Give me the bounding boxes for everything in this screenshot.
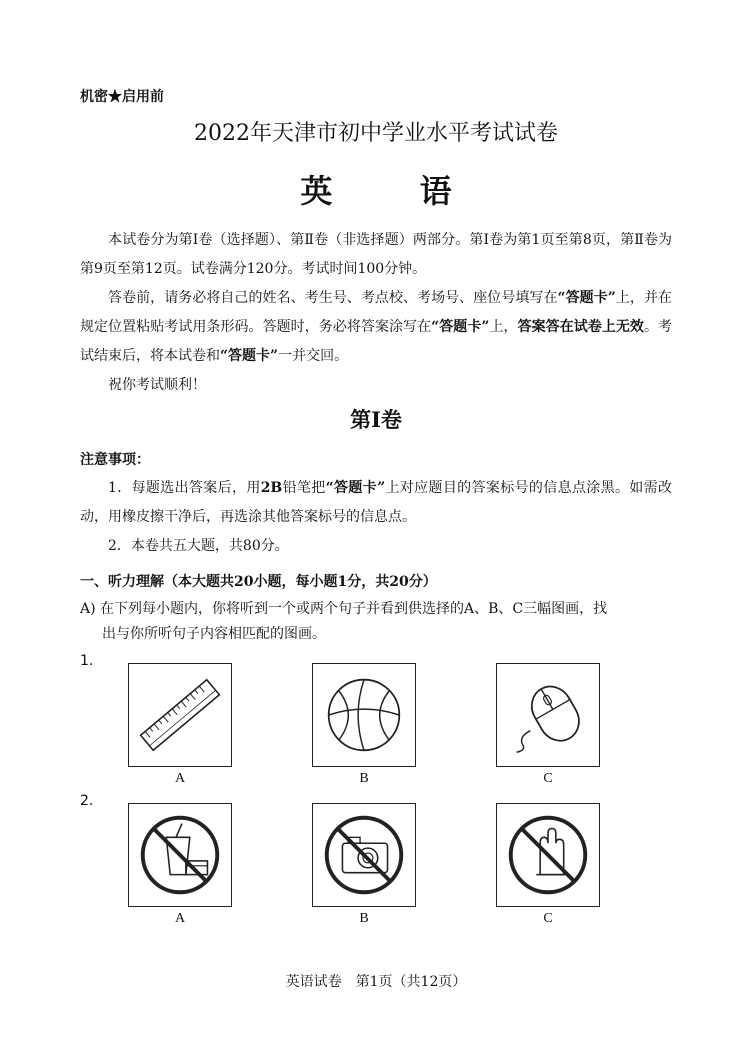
option-label: B — [359, 771, 369, 786]
no-touching-icon — [496, 803, 600, 907]
question-number: 2. — [80, 793, 94, 809]
option-label: B — [359, 911, 369, 926]
no-camera-icon — [312, 803, 416, 907]
option-label: C — [543, 911, 553, 926]
notes-heading: 注意事项： — [80, 452, 150, 468]
part-a-line-2: 出与你所听句子内容相匹配的图画。 — [102, 626, 326, 642]
part-a-instructions — [80, 597, 672, 647]
volume-heading: 第Ⅰ卷 — [350, 407, 402, 432]
note-item-2: 2．本卷共五大题，共80分。 — [108, 538, 289, 554]
confidential-label: 机密★启用前 — [80, 89, 164, 105]
basketball-icon — [312, 663, 416, 767]
exam-instructions — [80, 226, 672, 400]
no-food-drink-icon — [128, 803, 232, 907]
ruler-icon — [128, 663, 232, 767]
option-label: C — [543, 771, 553, 786]
section-heading-listening: 一、听力理解（本大题共20小题，每小题1分，共20分） — [80, 574, 437, 590]
question-number: 1. — [80, 653, 94, 669]
notes-list — [80, 474, 672, 561]
option-label: A — [174, 911, 186, 926]
exam-title: 2022年天津市初中学业水平考试试卷 — [194, 121, 558, 146]
computer-mouse-icon — [496, 663, 600, 767]
instructions-paragraph-1: 本试卷分为第Ⅰ卷（选择题）、第Ⅱ卷（非选择题）两部分。第Ⅰ卷为第1页至第8页，第Ⅱ卷为第9页至第12页。试卷满分120分。考试时间100分钟。 — [80, 232, 672, 277]
instructions-paragraph-2: 答卷前，请务必将自己的姓名、考生号、考点校、考场号、座位号填写在“答题卡”上，并在规定位置粘贴考试用条形码。答题时，务必将答案涂写在“答题卡”上，答案答在试卷上无效。考试结束后，将本试卷和“答题卡”一并交回。 — [80, 290, 673, 364]
part-a-line-1: A) 在下列每小题内，你将听到一个或两个句子并看到供选择的A、B、C三幅图画，找 — [80, 601, 608, 617]
page-footer: 英语试卷 第1页（共12页） — [285, 974, 467, 990]
subject-title: 英 语 — [300, 172, 490, 210]
option-label: A — [174, 771, 186, 786]
instructions-paragraph-3: 祝你考试顺利！ — [108, 377, 206, 393]
note-item-1: 1．每题选出答案后，用2B铅笔把“答题卡”上对应题目的答案标号的信息点涂黑。如需改动，用橡皮擦干净后，再选涂其他答案标号的信息点。 — [80, 480, 672, 525]
